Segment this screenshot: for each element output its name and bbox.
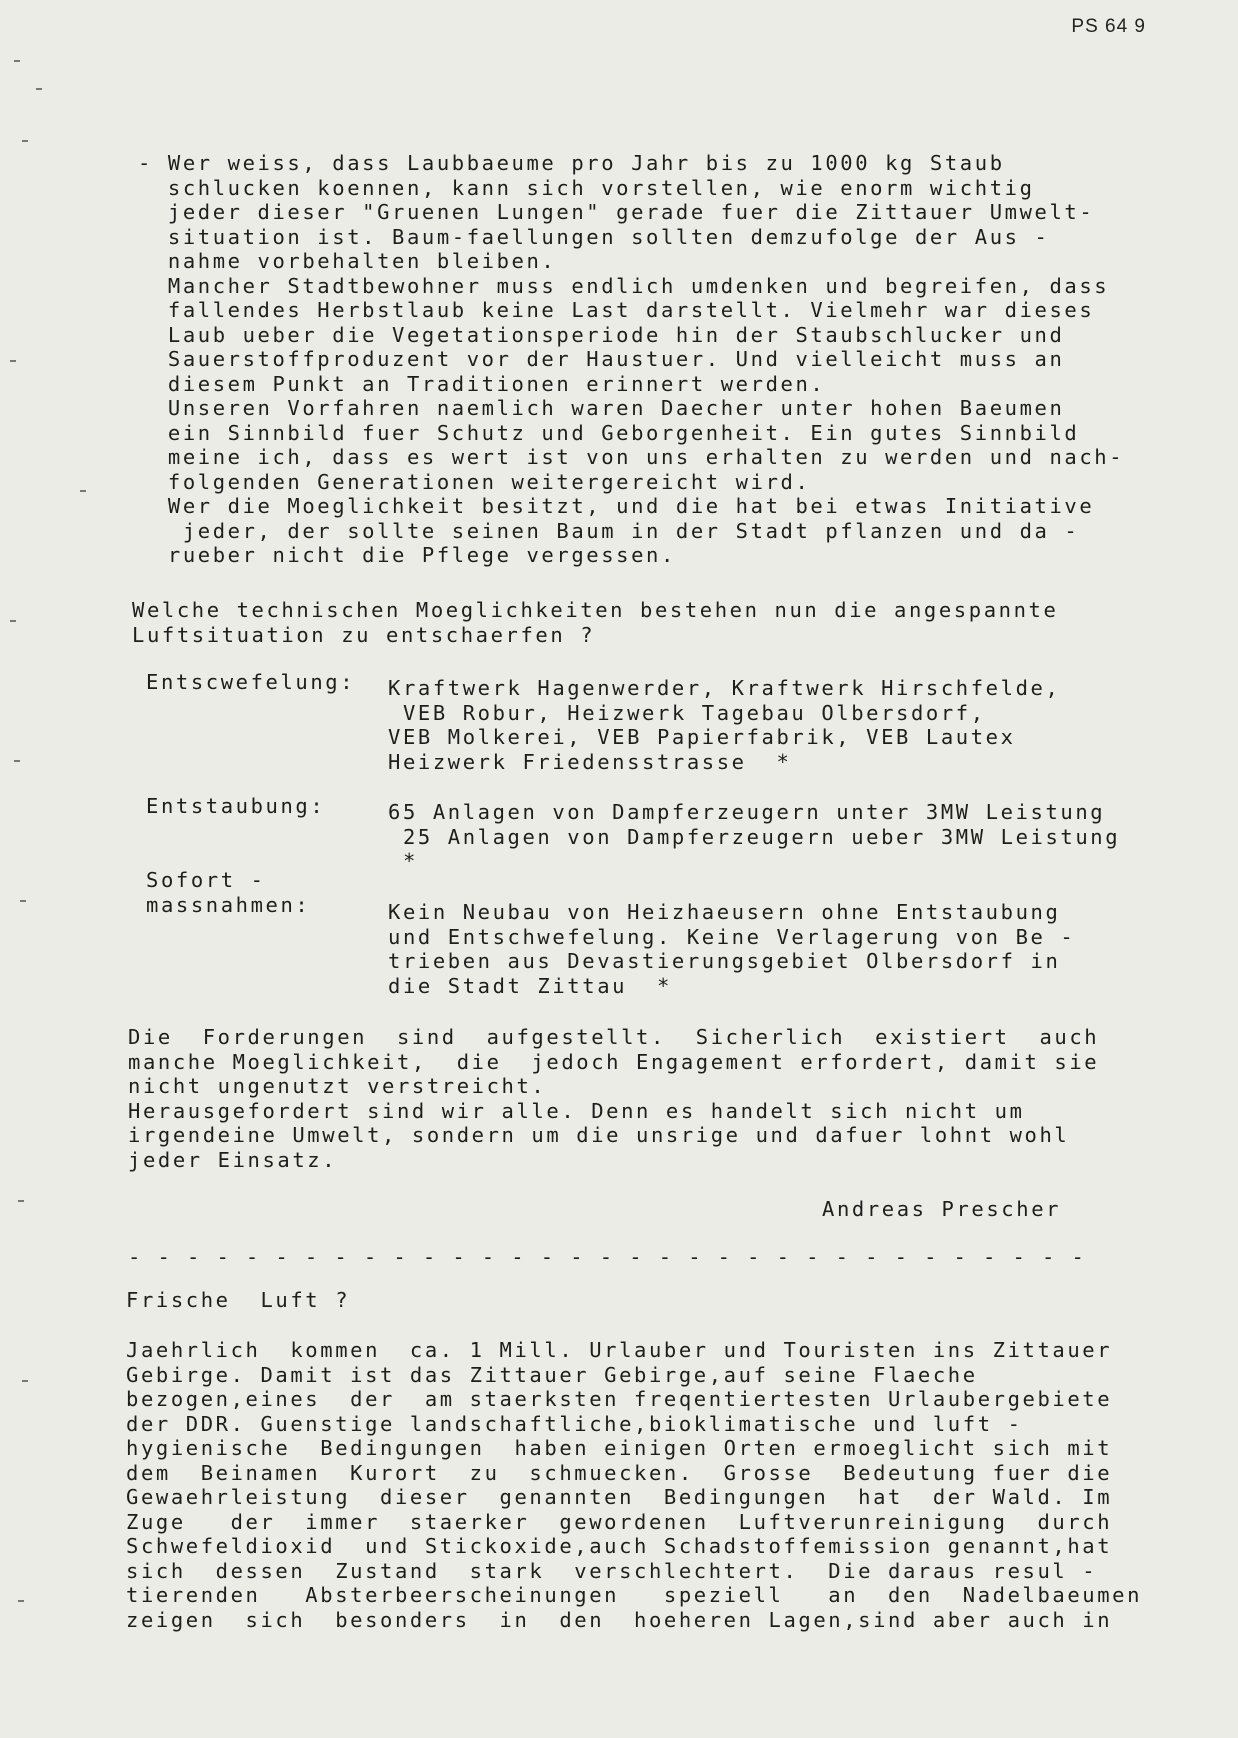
text-line: Gebirge. Damit ist das Zittauer Gebirge,auf seine Flaeche [126, 1362, 978, 1387]
page-number: PS 64 9 [1071, 16, 1146, 37]
margin-mark [10, 360, 16, 362]
text-line: folgenden Generationen weitergereicht wird. [138, 469, 811, 494]
author-signature: Andreas Prescher [822, 1197, 1062, 1221]
text-line: Laub ueber die Vegetationsperiode hin der Staubschlucker und [138, 322, 1065, 347]
text-line: Sauerstoffproduzent vor der Haustuer. Und vielleicht muss an [138, 347, 1065, 371]
text-line: der DDR. Guenstige landschaftliche,bioklimatische und luft - [126, 1411, 1023, 1436]
text-line: Zuge der immer staerker gewordenen Luftverunreinigung durch [126, 1509, 1113, 1534]
text-line: ein Sinnbild fuer Schutz und Geborgenheit. Ein gutes Sinnbild [138, 420, 1080, 445]
text-line: meine ich, dass es wert ist von uns erhalten zu werden und nach- [138, 445, 1125, 469]
text-line: Herausgefordert sind wir alle. Denn es handelt sich nicht um [128, 1098, 1025, 1123]
text-line: hygienische Bedingungen haben einigen Orten ermoeglicht sich mit [126, 1436, 1113, 1460]
margin-mark [22, 1380, 28, 1382]
margin-mark [14, 60, 20, 62]
text-line: Schwefeldioxid und Stickoxide,auch Schadstoffemission genannt,hat [126, 1534, 1113, 1558]
measure-value-immediate: Kein Neubau von Heizhaeusern ohne Entstaubung und Entschwefelung. Keine Verlagerung von Be - trieben aus Devastierungsgebiet Olbersdorf in die Stadt Zittau * [388, 900, 1076, 998]
margin-mark [22, 140, 28, 142]
text-line: Mancher Stadtbewohner muss endlich umdenken und begreifen, dass [138, 273, 1110, 298]
text-line: nicht ungenutzt verstreicht. [128, 1074, 547, 1098]
measure-label-immediate: Sofort - massnahmen: [146, 868, 311, 917]
text-line: Jaehrlich kommen ca. 1 Mill. Urlauber und Touristen ins Zittauer [126, 1338, 1113, 1362]
measure-value-dedusting: 65 Anlagen von Dampferzeugern unter 3MW Leistung 25 Anlagen von Dampferzeugern ueber 3MW Leistung * [388, 800, 1121, 873]
text-line: - Wer weiss, dass Laubbaeume pro Jahr bis zu 1000 kg Staub [138, 151, 1005, 175]
text-line: jeder Einsatz. [128, 1147, 338, 1172]
margin-mark [18, 1200, 24, 1202]
text-line: schlucken koennen, kann sich vorstellen, wie enorm wichtig [138, 175, 1035, 200]
margin-mark [36, 88, 42, 90]
text-line: bezogen,eines der am staerksten freqentiertesten Urlaubergebiete [126, 1387, 1113, 1411]
text-line: fallendes Herbstlaub keine Last darstellt. Vielmehr war dieses [138, 298, 1095, 322]
text-line: dem Beinamen Kurort zu schmuecken. Grosse Bedeutung fuer die [126, 1460, 1113, 1485]
intro-paragraph [138, 151, 1124, 568]
text-line: manche Moeglichkeit, die jedoch Engagement erfordert, damit sie [128, 1049, 1100, 1074]
article-paragraph [126, 1338, 1142, 1632]
text-line: Gewaehrleistung dieser genannten Bedingungen hat der Wald. Im [126, 1485, 1113, 1509]
text-line: Unseren Vorfahren naemlich waren Daecher unter hohen Baeumen [138, 396, 1065, 420]
margin-mark [14, 760, 20, 762]
closing-paragraph [128, 1025, 1099, 1172]
text-line: tierenden Absterbeerscheinungen speziell an den Nadelbaeumen [126, 1583, 1143, 1607]
article-title: Frische Luft ? [126, 1288, 351, 1312]
text-line: Welche technischen Moeglichkeiten bestehen nun die angespannte [132, 598, 1059, 622]
text-line: sich dessen Zustand stark verschlechtert. Die daraus resul - [126, 1558, 1098, 1583]
text-line: diesem Punkt an Traditionen erinnert werden. [138, 371, 826, 396]
margin-mark [10, 620, 16, 622]
margin-mark [80, 490, 86, 492]
measure-value-desulfurization: Kraftwerk Hagenwerder, Kraftwerk Hirschfelde, VEB Robur, Heizwerk Tagebau Olbersdorf, VEB Molkerei, VEB Papierfabrik, VEB Lautex Heizwerk Friedensstrasse * [388, 676, 1061, 774]
text-line: rueber nicht die Pflege vergessen. [138, 543, 676, 567]
margin-mark [18, 1600, 24, 1602]
question-paragraph [132, 598, 1058, 647]
text-line: jeder dieser "Gruenen Lungen" gerade fuer die Zittauer Umwelt- [138, 200, 1095, 224]
measure-label-desulfurization: Entscwefelung: [146, 670, 356, 694]
text-line: jeder, der sollte seinen Baum in der Stadt pflanzen und da - [138, 518, 1080, 543]
text-line: irgendeine Umwelt, sondern um die unsrige und dafuer lohnt wohl [128, 1123, 1070, 1147]
measure-label-dedusting: Entstaubung: [146, 794, 326, 818]
text-line: situation ist. Baum-faellungen sollten demzufolge der Aus - [138, 224, 1050, 249]
text-line: Luftsituation zu entschaerfen ? [132, 622, 596, 647]
text-line: zeigen sich besonders in den hoeheren Lagen,sind aber auch in [126, 1607, 1113, 1632]
margin-mark [20, 900, 26, 902]
separator-line: - - - - - - - - - - - - - - - - - - - - - - - - - - - - - - - - - [128, 1245, 1087, 1269]
text-line: nahme vorbehalten bleiben. [138, 249, 557, 273]
text-line: Wer die Moeglichkeit besitzt, und die hat bei etwas Initiative [138, 494, 1095, 518]
text-line: Die Forderungen sind aufgestellt. Sicherlich existiert auch [128, 1025, 1100, 1049]
